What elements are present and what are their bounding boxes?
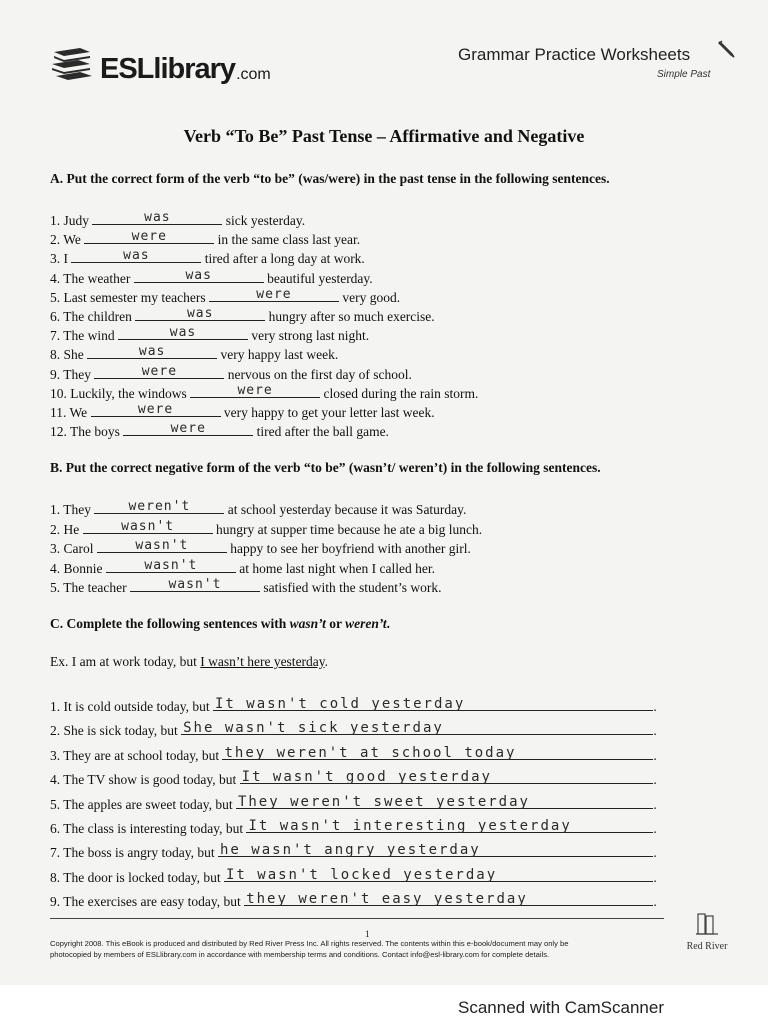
- sentence-suffix: very good.: [342, 289, 401, 305]
- section-b-heading: B. Put the correct negative form of the verb “to be” (wasn’t/ weren’t) in the following sentences.: [50, 460, 601, 475]
- answer-blank[interactable]: [87, 345, 217, 359]
- sentence-prefix: 8. She: [50, 347, 84, 363]
- red-river-logo: Red River: [682, 912, 732, 952]
- section-c-example: Ex. I am at work today, but I wasn’t here yesterday.: [50, 654, 329, 669]
- handwritten-answer: was: [185, 267, 212, 283]
- sentence-prefix: 3. I: [50, 251, 68, 267]
- exercise-line: 7. The boss is angry today, but he wasn't angry yesterday .: [50, 842, 657, 861]
- exercise-line: 1. It is cold outside today, but It wasn't cold yesterday .: [50, 696, 657, 714]
- answer-blank[interactable]: [224, 868, 653, 882]
- handwritten-answer: they weren't at school today: [224, 744, 517, 761]
- sentence-suffix: happy to see her boyfriend with another girl.: [230, 541, 471, 556]
- answer-blank[interactable]: [236, 795, 653, 809]
- answer-blank[interactable]: [94, 365, 224, 379]
- exercise-line: [50, 211, 305, 229]
- sentence-suffix: very happy last week.: [220, 347, 339, 363]
- sentence-prefix: 3. Carol: [50, 541, 94, 556]
- answer-blank[interactable]: [71, 249, 201, 263]
- handwritten-answer: It wasn't good yesterday: [241, 769, 492, 786]
- books-icon: [694, 912, 720, 936]
- sentence-prefix: 2. He: [50, 521, 80, 537]
- esl-library-logo: [50, 44, 271, 84]
- sentence-suffix: hungry after so much exercise.: [268, 309, 435, 324]
- exercise-line: [50, 288, 400, 306]
- sentence-suffix: very strong last night.: [251, 328, 370, 344]
- handwritten-answer: were: [137, 402, 174, 417]
- exercise-line: [50, 403, 435, 421]
- sentence-prefix: 1. Judy: [50, 213, 90, 228]
- answer-blank[interactable]: [135, 307, 265, 321]
- exercise-line: [50, 384, 478, 402]
- sentence-prefix: 4. Bonnie: [50, 560, 103, 576]
- sentence-suffix: nervous on the first day of school.: [227, 366, 412, 382]
- sentence-prefix: 12. The boys: [50, 424, 120, 440]
- exercise-line: [50, 578, 441, 596]
- handwritten-answer: was: [186, 306, 214, 321]
- sentence-prefix: 5. The teacher: [50, 580, 127, 595]
- handwritten-answer: She wasn't sick yesterday: [183, 720, 444, 737]
- answer-blank[interactable]: [246, 819, 653, 833]
- sentence-suffix: very happy to get your letter last week.: [223, 405, 435, 420]
- handwritten-answer: were: [256, 286, 292, 302]
- sentence-prefix: 4. The TV show is good today, but: [50, 772, 237, 788]
- book-stack-icon: [50, 44, 94, 84]
- exercise-line: 2. She is sick today, but She wasn't sick yesterday .: [50, 720, 657, 739]
- handwritten-answer: It wasn't cold yesterday: [214, 696, 466, 712]
- sentence-prefix: 3. They are at school today, but: [50, 747, 220, 763]
- sentence-prefix: 11. We: [50, 405, 88, 420]
- exercise-line: [50, 422, 389, 440]
- handwritten-answer: It wasn't locked yesterday: [225, 866, 498, 883]
- answer-blank[interactable]: [244, 892, 653, 906]
- answer-blank[interactable]: [190, 384, 320, 398]
- footer-divider: [50, 918, 664, 919]
- exercise-line: [50, 307, 435, 325]
- handwritten-answer: were: [131, 229, 167, 245]
- handwritten-answer: were: [237, 382, 273, 398]
- answer-blank[interactable]: [181, 721, 653, 735]
- answer-blank[interactable]: [106, 559, 236, 573]
- camscanner-watermark: Scanned with CamScanner: [458, 998, 665, 1017]
- sentence-prefix: 8. The door is locked today, but: [50, 869, 221, 885]
- sentence-prefix: 4. The weather: [50, 270, 131, 286]
- answer-blank[interactable]: [94, 500, 224, 514]
- exercise-line: [50, 326, 369, 344]
- handwritten-answer: wasn't: [135, 538, 189, 553]
- sentence-suffix: closed during the rain storm.: [323, 385, 479, 401]
- sentence-suffix: beautiful yesterday.: [267, 270, 373, 286]
- logo-suffix: .com: [236, 66, 271, 83]
- handwritten-answer: weren't: [128, 499, 191, 514]
- answer-blank[interactable]: [218, 843, 653, 857]
- exercise-line: 3. They are at school today, but they weren't at school today .: [50, 744, 657, 763]
- answer-blank[interactable]: [83, 520, 213, 534]
- series-title: Grammar Practice Worksheets: [458, 45, 691, 64]
- answer-blank[interactable]: [123, 422, 253, 436]
- handwritten-answer: were: [141, 363, 178, 379]
- exercise-line: 9. The exercises are easy today, but they weren't easy yesterday .: [50, 891, 657, 910]
- handwritten-answer: wasn't: [121, 518, 175, 534]
- sentence-prefix: 6. The children: [50, 309, 132, 324]
- sentence-prefix: 9. They: [50, 366, 91, 382]
- logo-wordmark: ESLlibrary: [100, 53, 236, 85]
- handwritten-answer: They weren't sweet yesterday: [237, 793, 530, 810]
- sentence-prefix: 9. The exercises are easy today, but: [50, 894, 241, 910]
- answer-blank[interactable]: [240, 770, 654, 784]
- exercise-line: [50, 520, 482, 538]
- handwritten-answer: was: [169, 325, 197, 341]
- sentence-suffix: at school yesterday because it was Saturday.: [227, 502, 467, 517]
- exercise-line: 5. The apples are sweet today, but They weren't sweet yesterday .: [50, 793, 657, 812]
- answer-blank[interactable]: [91, 403, 221, 417]
- answer-blank[interactable]: [84, 230, 214, 244]
- exercise-line: [50, 539, 471, 557]
- answer-blank[interactable]: [92, 211, 222, 225]
- example-answer: I wasn’t here yesterday: [200, 654, 325, 669]
- sentence-prefix: 7. The wind: [50, 328, 115, 344]
- answer-blank[interactable]: [97, 539, 227, 553]
- worksheet-title: Verb “To Be” Past Tense – Affirmative and Negative: [183, 126, 585, 146]
- sentence-prefix: 7. The boss is angry today, but: [50, 845, 215, 861]
- exercise-line: [50, 230, 360, 248]
- sentence-prefix: 5. Last semester my teachers: [50, 289, 206, 305]
- handwritten-answer: wasn't: [168, 577, 222, 592]
- pencil-icon: [716, 38, 736, 58]
- section-c-heading: C. Complete the following sentences with wasn’t or weren’t.: [50, 616, 390, 631]
- topic-label: Simple Past: [657, 69, 711, 80]
- sentence-suffix: in the same class last year.: [217, 232, 361, 248]
- answer-blank[interactable]: [213, 697, 653, 711]
- copyright-notice: Copyright 2008. This eBook is produced and distributed by Red River Press Inc. All rights reserved. The contents within this e-book/document may only be photocopied by members of ESLlibrary.com in accordance with membership terms and conditions. Contact info@esl-library.com for complete details.: [50, 939, 569, 959]
- answer-blank[interactable]: [118, 326, 248, 340]
- section-a-heading: A. Put the correct form of the verb “to be” (was/were) in the past tense in the following sentences.: [50, 171, 610, 186]
- exercise-line: [50, 365, 412, 383]
- handwritten-answer: was: [138, 344, 166, 360]
- sentence-suffix: satisfied with the student’s work.: [263, 580, 442, 595]
- sentence-suffix: tired after the ball game.: [256, 424, 389, 440]
- handwritten-answer: he wasn't angry yesterday: [220, 842, 481, 859]
- exercise-line: 8. The door is locked today, but It wasn't locked yesterday .: [50, 866, 657, 885]
- exercise-line: 4. The TV show is good today, but It wasn't good yesterday .: [50, 769, 657, 788]
- handwritten-answer: was: [144, 210, 171, 225]
- handwritten-answer: was: [123, 248, 150, 264]
- sentence-suffix: sick yesterday.: [225, 213, 306, 228]
- exercise-line: [50, 500, 466, 518]
- sentence-prefix: 10. Luckily, the windows: [50, 385, 187, 401]
- sentence-suffix: hungry at supper time because he ate a big lunch.: [216, 521, 483, 537]
- page-number: 1: [365, 929, 370, 939]
- sentence-suffix: at home last night when I called her.: [239, 560, 435, 576]
- sentence-prefix: 6. The class is interesting today, but: [50, 821, 244, 836]
- exercise-line: [50, 269, 373, 287]
- sentence-prefix: 5. The apples are sweet today, but: [50, 796, 233, 812]
- exercise-line: [50, 559, 435, 577]
- answer-blank[interactable]: [209, 288, 339, 302]
- handwritten-answer: It wasn't interesting yesterday: [248, 818, 572, 834]
- exercise-line: 6. The class is interesting today, but It wasn't interesting yesterday .: [50, 818, 657, 836]
- sentence-prefix: 2. We: [50, 232, 81, 248]
- exercise-line: [50, 345, 338, 363]
- answer-blank[interactable]: [222, 746, 653, 760]
- answer-blank[interactable]: [130, 578, 260, 592]
- sentence-prefix: 1. It is cold outside today, but: [50, 699, 210, 714]
- sentence-prefix: 2. She is sick today, but: [50, 723, 178, 739]
- answer-blank[interactable]: [134, 269, 264, 283]
- handwritten-answer: wasn't: [144, 557, 198, 573]
- sentence-suffix: tired after a long day at work.: [204, 251, 365, 267]
- handwritten-answer: were: [170, 421, 206, 437]
- exercise-line: [50, 249, 365, 267]
- sentence-prefix: 1. They: [50, 502, 91, 517]
- handwritten-answer: they weren't easy yesterday: [246, 891, 528, 908]
